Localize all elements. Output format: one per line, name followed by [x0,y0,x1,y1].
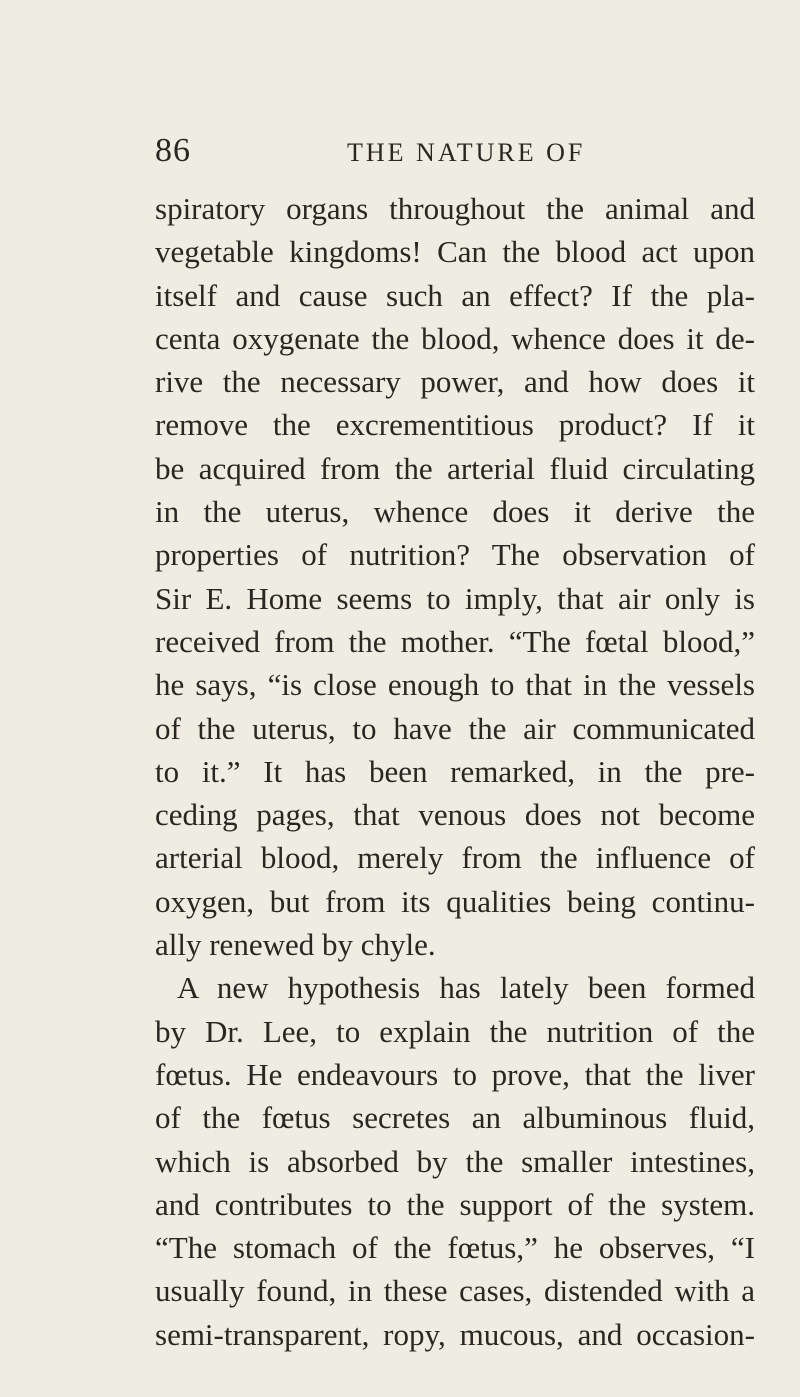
text-line: semi-transparent, ropy, mucous, and occasion- [155,1316,755,1352]
text-line: usually found, in these cases, distended with a [155,1273,755,1309]
text-line: Sir E. Home seems to imply, that air only is [155,580,755,616]
text-line: in the uterus, whence does it derive the [155,494,755,530]
text-line: remove the excrementitious product? If it [155,407,755,443]
text-line: he says, “is close enough to that in the vessels [155,667,755,703]
text-line: itself and cause such an effect? If the pla- [155,277,755,313]
text-line: arterial blood, merely from the influence of [155,840,755,876]
running-head [155,132,755,172]
text-line: “The stomach of the fœtus,” he observes, “I [155,1230,755,1266]
body-text [155,187,755,1356]
text-line: ally renewed by chyle. [155,927,436,963]
text-line: properties of nutrition? The observation of [155,537,755,573]
text-line: A new hypothesis has lately been formed [177,970,755,1006]
text-line: received from the mother. “The fœtal blood,” [155,623,755,659]
text-line: centa oxygenate the blood, whence does it de- [155,320,755,356]
text-line: which is absorbed by the smaller intestines, [155,1143,755,1179]
page-number: 86 [155,132,191,169]
text-line: spiratory organs throughout the animal and [155,191,755,226]
text-line: to it.” It has been remarked, in the pre- [155,753,755,789]
running-title: THE NATURE OF [347,138,586,167]
text-line: and contributes to the support of the system. [155,1186,755,1222]
text-line: be acquired from the arterial fluid circulating [155,450,755,486]
text-line: vegetable kingdoms! Can the blood act upon [155,234,755,270]
text-line: ceding pages, that venous does not become [155,797,755,833]
text-line: rive the necessary power, and how does it [155,364,755,400]
text-line: fœtus. He endeavours to prove, that the liver [155,1056,755,1092]
text-line: of the fœtus secretes an albuminous fluid, [155,1100,755,1136]
text-line: oxygen, but from its qualities being continu- [155,883,755,919]
text-line: of the uterus, to have the air communicated [155,710,755,746]
text-line: by Dr. Lee, to explain the nutrition of the [155,1013,755,1049]
